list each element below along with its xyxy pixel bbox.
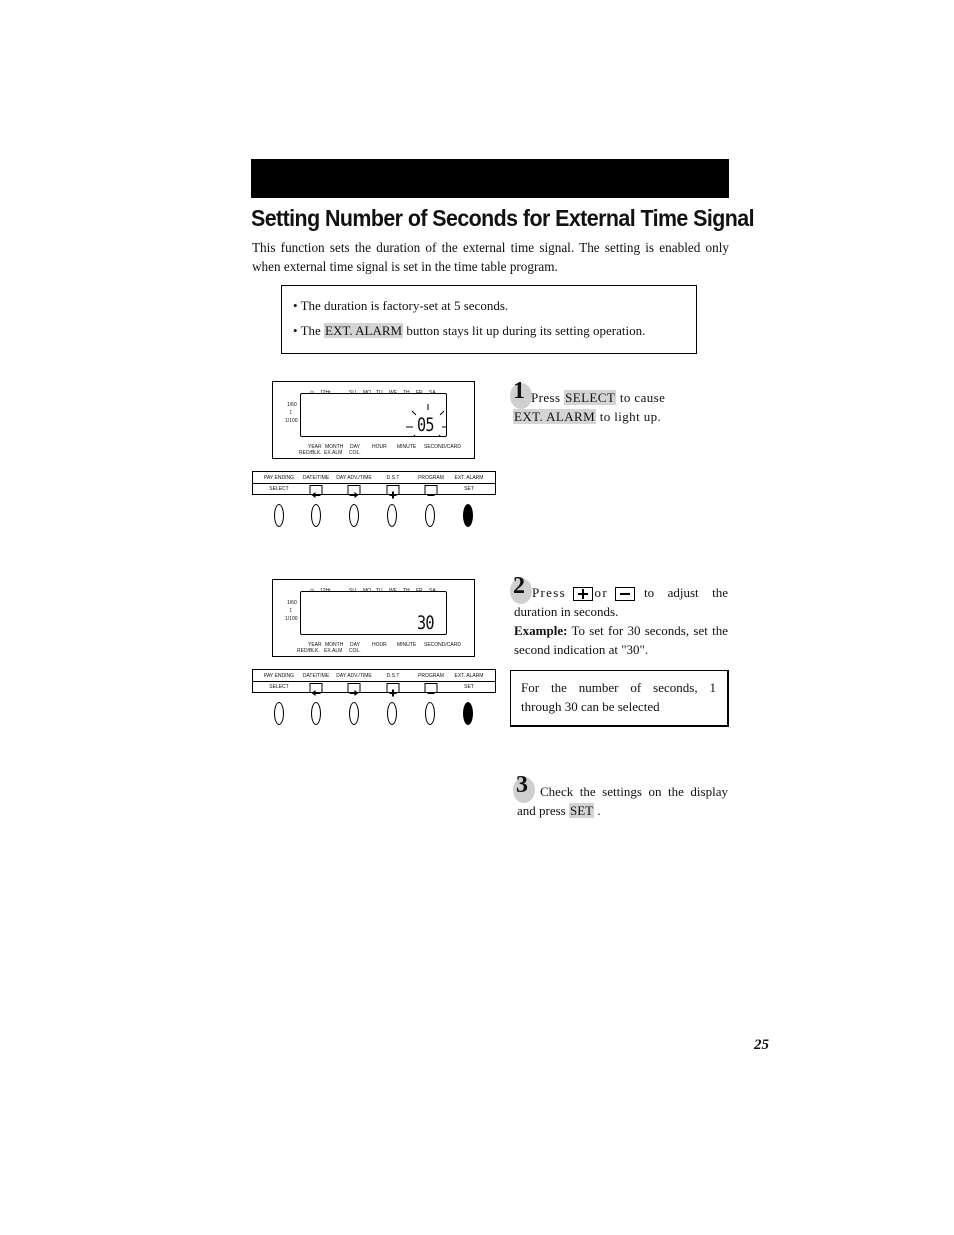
- lamp-row-2: [252, 702, 494, 726]
- set-button[interactable]: SET: [464, 486, 474, 492]
- range-note-text: For the number of seconds, 1 through 30 can be selected: [521, 680, 716, 714]
- note-ext-alarm-lit: • The EXT. ALARM button stays lit up during its setting operation.: [293, 323, 646, 338]
- button-panel-1: PAY ENDING DATE/TIME DAY ADV./TIME D.S.T PROGRAM EXT. ALARM SELECT SET: [252, 471, 496, 495]
- intro-paragraph: This function sets the duration of the external time signal. The setting is enabled only when external time signal is set in the time table program.: [252, 240, 729, 274]
- step-1-line-1: Press SELECT to cause: [531, 390, 666, 405]
- notes-box: [281, 285, 697, 354]
- lamp-dst: [387, 702, 397, 725]
- plus-icon[interactable]: [387, 683, 400, 693]
- lamp-dst: [387, 504, 397, 527]
- lamp-day-adv: [349, 702, 359, 725]
- step-number-1: 1: [513, 378, 525, 404]
- plus-icon[interactable]: [387, 485, 400, 495]
- lamp-date-time: [311, 702, 321, 725]
- lcd-screen: [300, 393, 447, 437]
- step-2-example: Example: To set for 30 seconds, set the second indication at "30".: [514, 623, 728, 657]
- step-2-description: to adjust the duration in seconds.: [514, 585, 728, 619]
- clock-icon: ⊙: [310, 588, 315, 594]
- select-button[interactable]: SELECT: [269, 486, 289, 492]
- lamp-date-time: [311, 504, 321, 527]
- note-factory-setting: • The duration is factory-set at 5 seconds.: [293, 298, 509, 313]
- ext-alarm-key-label: EXT. ALARM: [514, 409, 596, 424]
- step-1-line-2: EXT. ALARM to light up.: [514, 409, 662, 424]
- seconds-digits: 30: [417, 612, 434, 634]
- step-number-2: 2: [513, 573, 525, 599]
- step-2-line-1: Press or: [532, 583, 728, 602]
- lcd-display-2: ⊙ 12Hr. SU MO TU WE TH FR SA 1/60 ↕ 1/100 30 YEAR MONTH DAY HOUR MINUTE SECOND/CARD RED/BLK. EX.ALM COL.: [272, 579, 475, 657]
- page-title: Setting Number of Seconds for External Time Signal: [251, 205, 754, 231]
- lcd-screen: [300, 591, 447, 635]
- lamp-day-adv: [349, 504, 359, 527]
- minus-icon[interactable]: [425, 485, 438, 495]
- updown-arrow-icon: ↕: [289, 607, 293, 614]
- lamp-pay-ending: [274, 504, 284, 527]
- clock-icon: ⊙: [310, 390, 315, 396]
- right-arrow-icon[interactable]: [348, 485, 361, 495]
- button-panel-2: PAY ENDING DATE/TIME DAY ADV./TIME D.S.T PROGRAM EXT. ALARM SELECT SET: [252, 669, 496, 693]
- ext-alarm-key-label: EXT. ALARM: [325, 323, 403, 338]
- lamp-ext-alarm: [463, 504, 473, 527]
- set-key-label: SET: [570, 803, 594, 818]
- select-button[interactable]: SELECT: [269, 684, 289, 690]
- updown-arrow-icon: ↕: [289, 409, 293, 416]
- lcd-display-1: ⊙ 12Hr. SU MO TU WE TH FR SA 1/60 ↕ 1/100 05 YEAR MONTH DAY HOUR MINUTE SECOND/CARD RED/BLK. EX.ALM COL.: [272, 381, 475, 459]
- step-3-text: Check the settings on the display and press SET .: [517, 784, 728, 818]
- select-key-label: SELECT: [565, 390, 616, 405]
- step-number-3: 3: [516, 772, 528, 798]
- left-arrow-icon[interactable]: [310, 683, 323, 693]
- right-arrow-icon[interactable]: [348, 683, 361, 693]
- page-number: 25: [754, 1037, 769, 1053]
- lamp-program: [425, 504, 435, 527]
- minus-icon[interactable]: [425, 683, 438, 693]
- set-button[interactable]: SET: [464, 684, 474, 690]
- lamp-program: [425, 702, 435, 725]
- lamp-pay-ending: [274, 702, 284, 725]
- left-arrow-icon[interactable]: [310, 485, 323, 495]
- lamp-ext-alarm: [463, 702, 473, 725]
- section-header-bar: [251, 159, 729, 198]
- range-note-box: [510, 670, 729, 727]
- seconds-digits: 05: [417, 414, 434, 436]
- lamp-row-1: [252, 504, 494, 528]
